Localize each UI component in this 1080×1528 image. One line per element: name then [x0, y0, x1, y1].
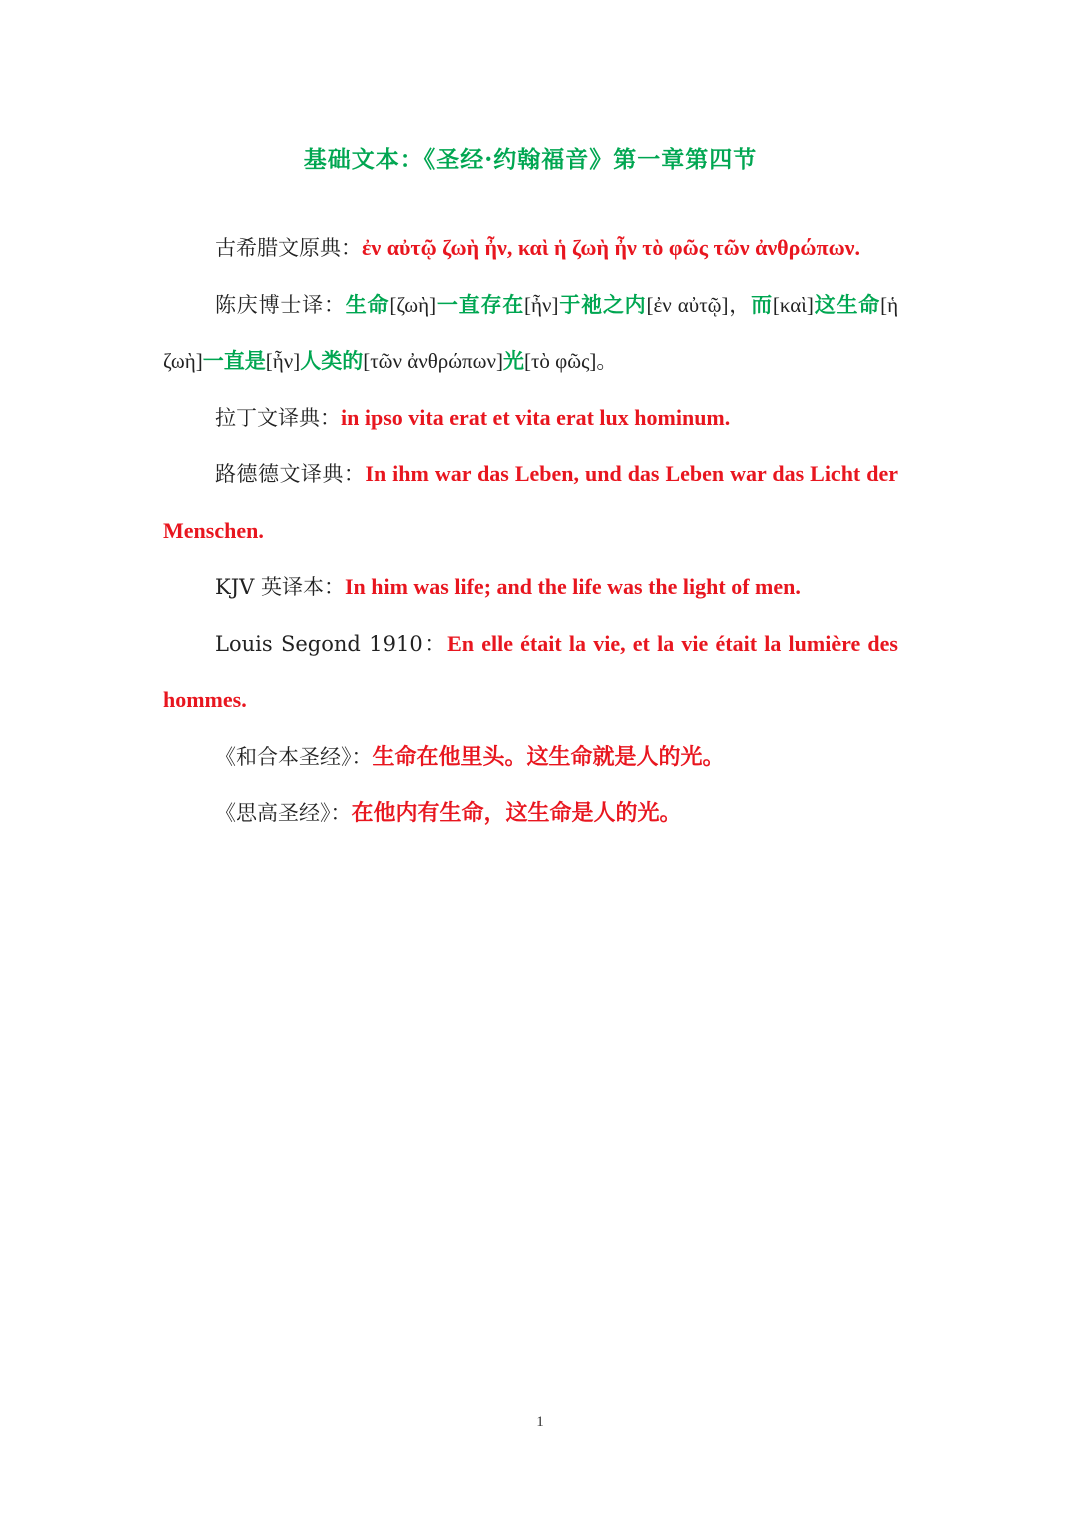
- chen-greek-segment: [τὸ φῶς]: [523, 349, 597, 373]
- chen-segment: 光: [502, 348, 524, 373]
- segond-text: En elle était la vie, et la vie était la lumière des hommes.: [163, 630, 898, 712]
- luther-label: 路德德文译典：: [215, 462, 366, 486]
- chen-greek-segment: [ζωὴ]: [389, 292, 437, 317]
- greek-paragraph: [163, 220, 898, 277]
- page-title: 基础文本：《圣经·约翰福音》第一章第四节: [303, 146, 758, 173]
- heheben-paragraph: [163, 729, 898, 786]
- kjv-label: KJV 英译本：: [215, 575, 345, 599]
- chen-segment: 而: [751, 291, 773, 317]
- chen-segment: 这生命: [813, 291, 881, 317]
- chen-segment: 一直是: [202, 348, 266, 373]
- luther-paragraph: [163, 446, 898, 559]
- latin-text: in ipso vita erat et vita erat lux hominum.: [341, 404, 731, 430]
- chen-paragraph: [163, 277, 898, 390]
- chen-greek-segment: [καὶ]: [772, 292, 814, 317]
- chen-label: 陈庆博士译：: [215, 292, 346, 317]
- greek-text: ἐν αὐτῷ ζωὴ ἦν, καὶ ἡ ζωὴ ἦν τὸ φῶς τῶν ἀνθρώπων.: [362, 235, 860, 260]
- greek-label: 古希腊文原典：: [215, 236, 362, 260]
- sigao-label: 《思高圣经》：: [215, 801, 352, 825]
- chen-greek-segment: [τῶν ἀνθρώπων]: [363, 349, 503, 373]
- chen-greek-segment: [ἦν]: [265, 349, 301, 373]
- sigao-paragraph: [163, 785, 898, 842]
- chen-segment: 人类的: [300, 348, 364, 373]
- document-body: [163, 138, 898, 842]
- chen-punct: 。: [596, 349, 618, 373]
- luther-text: In ihm war das Leben, und das Leben war das Licht der Menschen.: [163, 461, 899, 543]
- chen-greek-segment: [ἡ ζωὴ]: [163, 292, 899, 373]
- latin-label: 拉丁文译典：: [215, 405, 341, 430]
- chen-segment: 一直存在: [436, 291, 525, 317]
- chen-segment: 于祂之内: [558, 291, 647, 317]
- page-number: 1: [536, 1414, 544, 1430]
- chen-greek-segment: [ἦν]: [524, 292, 559, 317]
- chen-punct: ，: [728, 292, 752, 317]
- kjv-paragraph: [163, 559, 898, 616]
- segond-paragraph: [163, 616, 898, 729]
- chen-greek-segment: [ἐν αὐτῷ]: [646, 292, 729, 317]
- latin-paragraph: [163, 390, 898, 447]
- heheben-text: 生命在他里头。这生命就是人的光。: [372, 743, 725, 769]
- segond-label: Louis Segond 1910：: [215, 631, 448, 656]
- chen-segment: 生命: [345, 291, 390, 317]
- kjv-text: In him was life; and the life was the light of men.: [344, 574, 801, 599]
- heheben-label: 《和合本圣经》：: [215, 744, 373, 769]
- sigao-text: 在他内有生命，这生命是人的光。: [351, 800, 682, 825]
